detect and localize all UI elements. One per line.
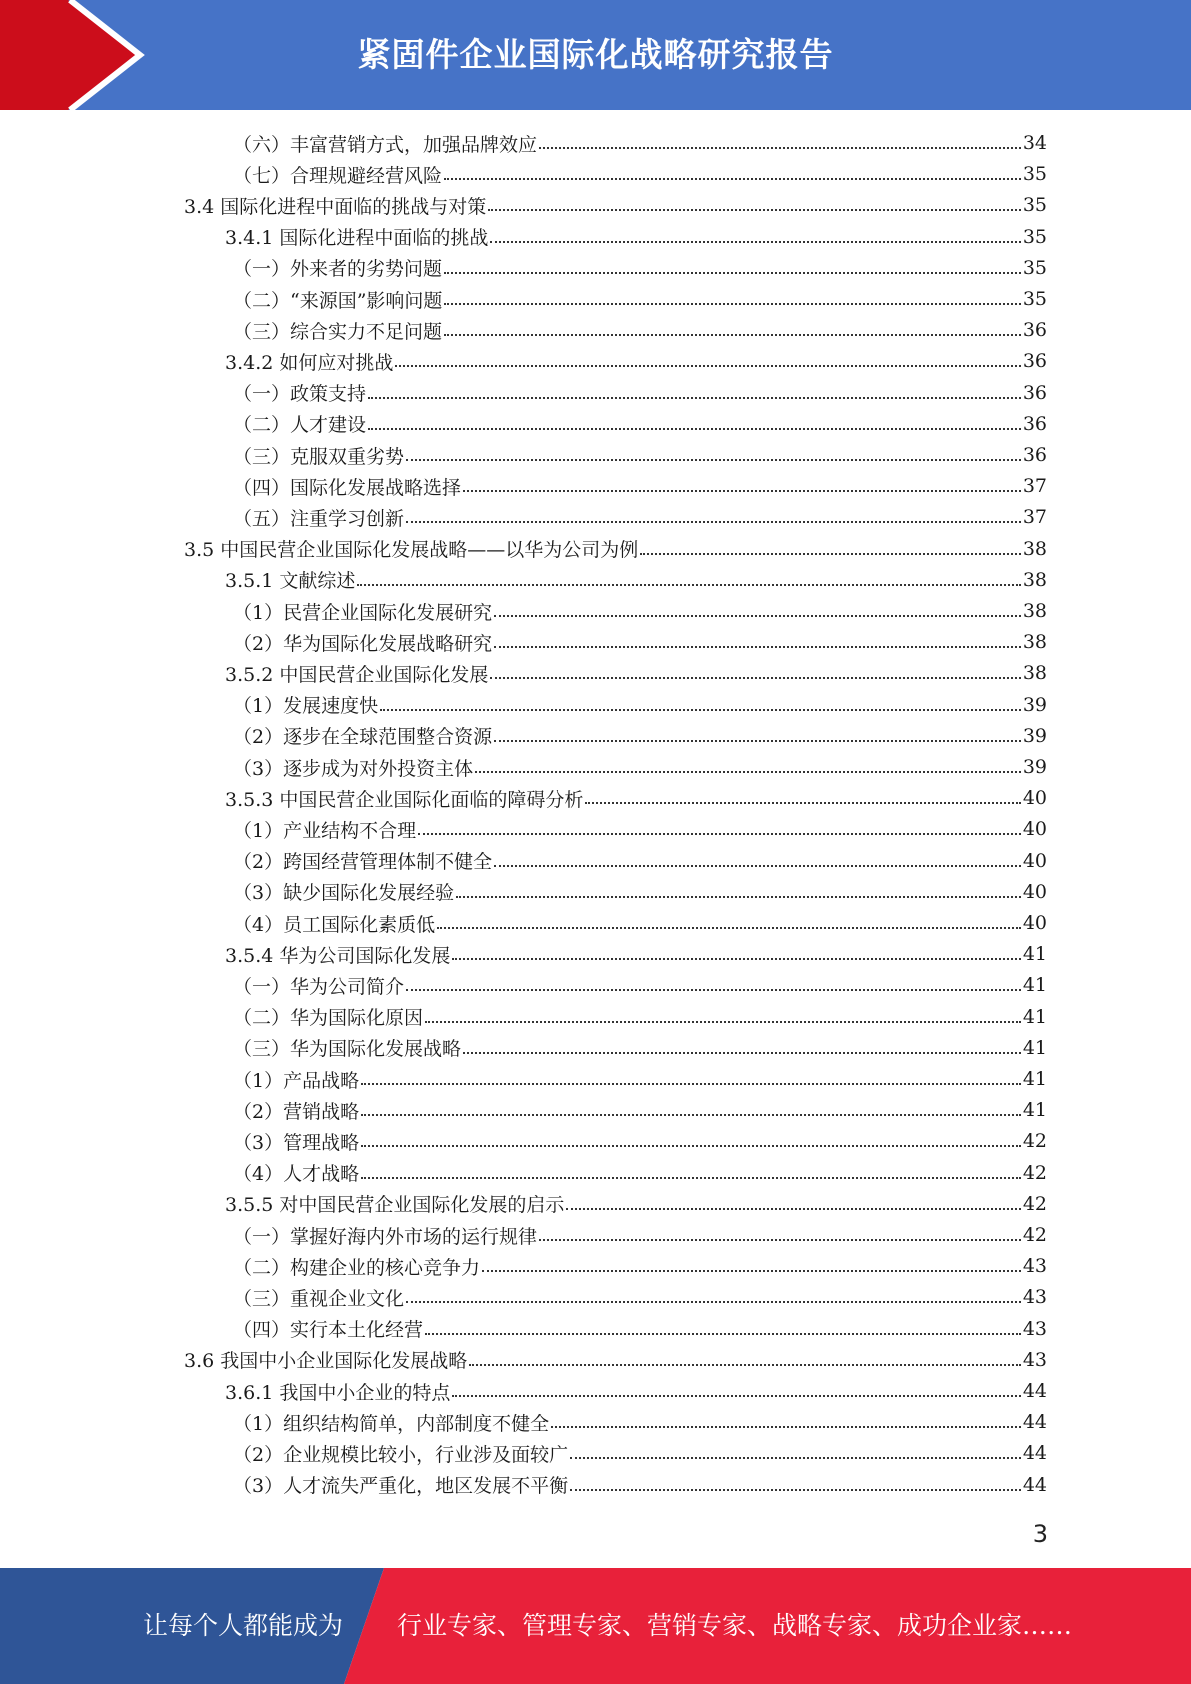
toc-dot-leader <box>551 1426 1021 1428</box>
toc-entry[interactable] <box>233 970 1047 1000</box>
toc-entry-page: 40 <box>1022 849 1047 872</box>
toc-entry-page: 42 <box>1022 1224 1047 1246</box>
toc-entry[interactable] <box>225 939 1047 969</box>
toc-entry-page: 43 <box>1022 1286 1047 1309</box>
toc-dot-leader <box>406 989 1021 991</box>
toc-dot-leader <box>488 209 1021 211</box>
toc-entry-title: （4）人才战略 <box>233 1163 360 1186</box>
toc-entry[interactable] <box>233 1220 1047 1250</box>
toc-entry-title: （2）跨国经营管理体制不健全 <box>233 851 493 874</box>
toc-entry-page: 37 <box>1022 506 1047 529</box>
toc-entry-title: （二）人才建设 <box>233 414 367 437</box>
toc-entry[interactable] <box>225 1189 1047 1219</box>
toc-dot-leader <box>406 459 1021 461</box>
toc-dot-leader <box>640 553 1021 555</box>
toc-entry-title: （四）国际化发展战略选择 <box>233 476 462 499</box>
toc-entry-page: 43 <box>1022 1255 1047 1278</box>
toc-entry-title: （七）合理规避经营风险 <box>233 164 443 187</box>
toc-entry[interactable] <box>233 1314 1047 1344</box>
toc-dot-leader <box>566 1208 1020 1210</box>
toc-entry-page: 42 <box>1022 1130 1047 1153</box>
toc-entry-page: 36 <box>1022 412 1047 435</box>
toc-entry-title: 3.4 国际化进程中面临的挑战与对策 <box>184 195 487 218</box>
toc-entry[interactable] <box>184 534 1047 564</box>
toc-dot-leader <box>585 802 1020 804</box>
toc-entry[interactable] <box>233 284 1047 314</box>
toc-entry-title: 3.5.1 文献综述 <box>225 570 356 593</box>
toc-dot-leader <box>425 1333 1021 1335</box>
toc-entry-title: （一）掌握好海内外市场的运行规律 <box>233 1225 538 1248</box>
toc-entry[interactable] <box>233 1126 1047 1156</box>
toc-entry-title: （三）华为国际化发展战略 <box>233 1038 462 1061</box>
toc-entry-page: 36 <box>1022 444 1047 466</box>
toc-entry-page: 40 <box>1022 818 1047 841</box>
toc-entry-page: 40 <box>1022 787 1047 810</box>
toc-entry-page: 35 <box>1022 288 1047 310</box>
toc-entry[interactable] <box>225 222 1047 252</box>
toc-entry-page: 39 <box>1022 693 1047 716</box>
toc-entry-title: （3）管理战略 <box>233 1131 360 1154</box>
toc-dot-leader <box>361 1177 1021 1179</box>
toc-entry-title: （2）逐步在全球范围整合资源 <box>233 726 493 749</box>
toc-entry-title: （二）“来源国”影响问题 <box>233 289 443 312</box>
toc-entry-title: （1）产业结构不合理 <box>233 819 417 842</box>
toc-entry-page: 38 <box>1022 631 1047 654</box>
toc-entry-title: （六）丰富营销方式，加强品牌效应 <box>233 133 538 156</box>
page-header <box>0 0 1191 110</box>
toc-dot-leader <box>490 241 1020 243</box>
toc-entry[interactable] <box>233 846 1047 876</box>
toc-entry[interactable] <box>233 814 1047 844</box>
toc-entry-title: （2）华为国际化发展战略研究 <box>233 632 493 655</box>
toc-entry-title: 3.5.5 对中国民营企业国际化发展的启示 <box>225 1194 565 1217</box>
toc-entry[interactable] <box>233 378 1047 408</box>
toc-entry-page: 41 <box>1022 1036 1047 1059</box>
toc-entry-page: 37 <box>1022 475 1047 498</box>
toc-dot-leader <box>452 1395 1020 1397</box>
toc-entry-page: 44 <box>1022 1442 1047 1465</box>
toc-dot-leader <box>570 1457 1021 1459</box>
toc-entry-title: （五）注重学习创新 <box>233 507 405 530</box>
toc-entry-title: （1）产品战略 <box>233 1069 360 1092</box>
toc-entry-title: 3.6.1 我国中小企业的特点 <box>225 1381 451 1404</box>
toc-entry-page: 34 <box>1022 132 1047 154</box>
toc-dot-leader <box>456 896 1021 898</box>
toc-dot-leader <box>570 1489 1021 1491</box>
toc-entry[interactable] <box>233 1407 1047 1437</box>
toc-entry[interactable] <box>233 253 1047 283</box>
toc-dot-leader <box>539 1239 1021 1241</box>
toc-entry[interactable] <box>233 752 1047 782</box>
toc-entry-page: 36 <box>1022 319 1047 342</box>
toc-dot-leader <box>418 833 1021 835</box>
toc-dot-leader <box>395 365 1020 367</box>
toc-dot-leader <box>368 428 1021 430</box>
toc-entry[interactable] <box>233 315 1047 345</box>
toc-entry-title: （2）营销战略 <box>233 1100 360 1123</box>
toc-dot-leader <box>463 490 1021 492</box>
toc-entry-page: 41 <box>1022 1005 1047 1028</box>
toc-entry-page: 38 <box>1022 568 1047 591</box>
footer-tagline: 行业专家、管理专家、营销专家、战略专家、成功企业家…… <box>397 1611 1073 1640</box>
toc-dot-leader <box>361 1145 1021 1147</box>
toc-dot-leader <box>469 1364 1021 1366</box>
toc-entry-title: （1）组织结构简单，内部制度不健全 <box>233 1412 550 1435</box>
toc-entry[interactable] <box>184 1345 1047 1375</box>
page-number: 3 <box>1032 1520 1048 1548</box>
toc-entry-title: （3）人才流失严重化，地区发展不平衡 <box>233 1475 569 1498</box>
toc-entry[interactable] <box>233 596 1047 626</box>
toc-dot-leader <box>463 1052 1021 1054</box>
toc-dot-leader <box>444 178 1021 180</box>
toc-entry[interactable] <box>233 1438 1047 1468</box>
toc-entry-page: 44 <box>1022 1380 1047 1402</box>
toc-entry-page: 40 <box>1022 880 1047 903</box>
toc-entry-page: 39 <box>1022 756 1047 778</box>
toc-entry-title: 3.5 中国民营企业国际化发展战略——以华为公司为例 <box>184 539 639 562</box>
toc-entry-title: 3.5.2 中国民营企业国际化发展 <box>225 663 489 686</box>
toc-entry[interactable] <box>233 1158 1047 1188</box>
toc-dot-leader <box>539 147 1021 149</box>
toc-entry-title: （二）构建企业的核心竞争力 <box>233 1256 481 1279</box>
toc-entry-title: （1）民营企业国际化发展研究 <box>233 601 493 624</box>
toc-entry-page: 41 <box>1022 1099 1047 1122</box>
toc-entry[interactable] <box>233 1033 1047 1063</box>
toc-entry[interactable] <box>233 471 1047 501</box>
footer-slogan: 让每个人都能成为 <box>143 1611 344 1640</box>
toc-entry-title: （二）华为国际化原因 <box>233 1007 424 1030</box>
toc-entry-title: （3）逐步成为对外投资主体 <box>233 757 474 780</box>
toc-entry-title: 3.4.2 如何应对挑战 <box>225 351 394 374</box>
toc-entry-page: 38 <box>1022 662 1047 685</box>
toc-dot-leader <box>368 397 1021 399</box>
toc-entry-page: 36 <box>1022 381 1047 404</box>
toc-entry[interactable] <box>233 1251 1047 1281</box>
toc-entry-page: 35 <box>1022 225 1047 248</box>
toc-dot-leader <box>494 865 1021 867</box>
toc-entry[interactable] <box>225 658 1047 688</box>
toc-entry-title: 3.6 我国中小企业国际化发展战略 <box>184 1350 468 1373</box>
toc-dot-leader <box>444 303 1020 305</box>
toc-entry[interactable] <box>233 440 1047 470</box>
toc-entry-page: 39 <box>1022 724 1047 747</box>
toc-entry-page: 42 <box>1022 1192 1047 1215</box>
toc-entry-title: 3.4.1 国际化进程中面临的挑战 <box>225 227 489 250</box>
toc-entry-page: 40 <box>1022 912 1047 934</box>
toc-entry-title: （三）综合实力不足问题 <box>233 320 443 343</box>
toc-entry[interactable] <box>225 1376 1047 1406</box>
toc-dot-leader <box>406 521 1021 523</box>
toc-entry-page: 41 <box>1022 974 1047 997</box>
toc-dot-leader <box>444 334 1021 336</box>
toc-dot-leader <box>406 1301 1021 1303</box>
toc-dot-leader <box>452 958 1020 960</box>
toc-entry-title: （三）克服双重劣势 <box>233 445 405 468</box>
toc-entry-page: 42 <box>1022 1161 1047 1184</box>
toc-entry-title: 3.5.3 中国民营企业国际化面临的障碍分析 <box>225 788 584 811</box>
toc-entry-title: （一）华为公司简介 <box>233 975 405 998</box>
toc-dot-leader <box>494 646 1021 648</box>
toc-entry[interactable] <box>233 502 1047 532</box>
page-footer <box>0 1568 1191 1684</box>
toc-entry[interactable] <box>225 565 1047 595</box>
toc-dot-leader <box>361 1083 1021 1085</box>
toc-entry-page: 35 <box>1022 163 1047 186</box>
toc-entry-title: （3）缺少国际化发展经验 <box>233 882 455 905</box>
toc-entry[interactable] <box>233 128 1047 158</box>
toc-entry[interactable] <box>184 190 1047 220</box>
toc-entry-title: （4）员工国际化素质低 <box>233 913 436 936</box>
toc-entry[interactable] <box>233 1282 1047 1312</box>
toc-entry-title: （2）企业规模比较小，行业涉及面较广 <box>233 1443 569 1466</box>
toc-dot-leader <box>357 584 1020 586</box>
toc-entry-title: 3.5.4 华为公司国际化发展 <box>225 944 451 967</box>
toc-entry[interactable] <box>233 721 1047 751</box>
toc-entry[interactable] <box>225 346 1047 376</box>
toc-entry-page: 35 <box>1022 256 1047 279</box>
toc-entry-page: 43 <box>1022 1317 1047 1340</box>
toc-dot-leader <box>494 740 1021 742</box>
toc-entry-page: 38 <box>1022 537 1047 560</box>
toc-dot-leader <box>490 677 1020 679</box>
toc-dot-leader <box>444 272 1021 274</box>
toc-dot-leader <box>380 709 1021 711</box>
toc-dot-leader <box>437 927 1021 929</box>
toc-entry-page: 43 <box>1022 1348 1047 1371</box>
toc-entry-title: （一）外来者的劣势问题 <box>233 258 443 281</box>
toc-dot-leader <box>494 615 1021 617</box>
toc-entry-page: 44 <box>1022 1473 1047 1496</box>
toc-dot-leader <box>425 1021 1021 1023</box>
toc-entry-title: （四）实行本土化经营 <box>233 1319 424 1342</box>
toc-entry-page: 44 <box>1022 1411 1047 1434</box>
toc-entry[interactable] <box>233 409 1047 439</box>
toc-entry[interactable] <box>233 1470 1047 1500</box>
toc-entry[interactable] <box>233 1002 1047 1032</box>
toc-entry-page: 41 <box>1022 943 1047 966</box>
toc-entry[interactable] <box>233 1095 1047 1125</box>
toc-entry-title: （1）发展速度快 <box>233 695 379 718</box>
toc-entry-page: 38 <box>1022 600 1047 622</box>
toc-entry[interactable] <box>225 783 1047 813</box>
toc-entry[interactable] <box>233 1064 1047 1094</box>
toc-entry[interactable] <box>233 690 1047 720</box>
toc-entry-page: 36 <box>1022 350 1047 373</box>
toc-entry-page: 41 <box>1022 1068 1047 1090</box>
toc-entry-title: （三）重视企业文化 <box>233 1287 405 1310</box>
toc-entry[interactable] <box>233 877 1047 907</box>
toc-dot-leader <box>361 1114 1021 1116</box>
toc-entry-title: （一）政策支持 <box>233 383 367 406</box>
toc-entry[interactable] <box>233 908 1047 938</box>
toc-dot-leader <box>482 1270 1021 1272</box>
report-title: 紧固件企业国际化战略研究报告 <box>357 35 834 74</box>
toc-entry[interactable] <box>233 159 1047 189</box>
toc-entry-page: 35 <box>1022 194 1047 217</box>
toc-entry[interactable] <box>233 627 1047 657</box>
toc-dot-leader <box>475 771 1021 773</box>
